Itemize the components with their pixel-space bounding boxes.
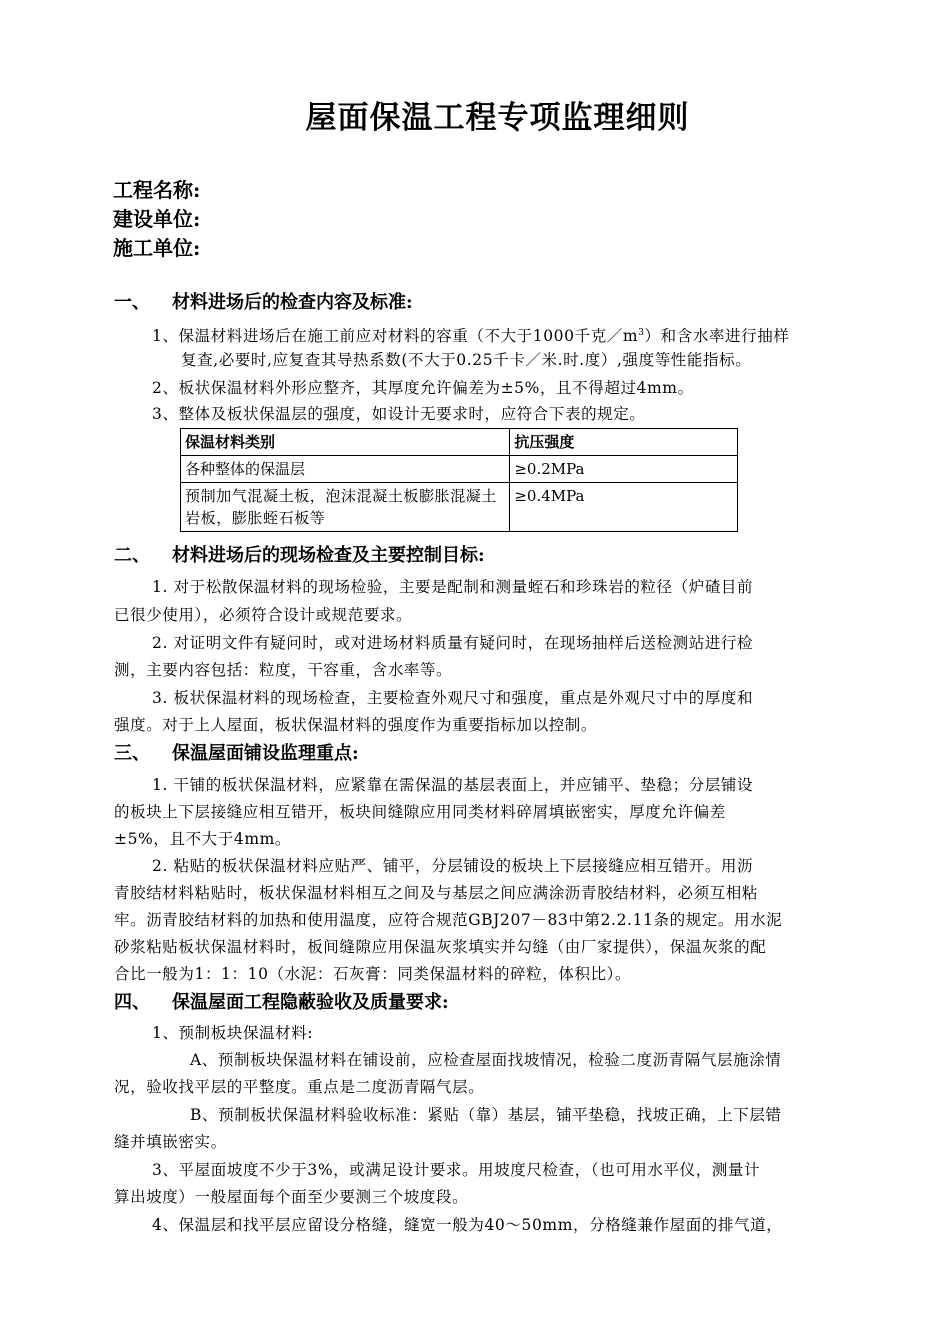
section2-paragraph-3: 3. 板状保温材料的现场检查，主要检查外观尺寸和强度，重点是外观尺寸中的厚度和 (152, 689, 754, 707)
owner-unit-label: 建设单位: (113, 207, 201, 231)
section2-paragraph-2: 2. 对证明文件有疑问时，或对进场材料质量有疑问时，在现场抽样后送检测站进行检 (152, 634, 754, 652)
section3-paragraph-1-cont: 的板块上下层接缝应相互错开，板块间缝隙应用同类材料碎屑填嵌密实，厚度允许偏差 (114, 803, 726, 821)
section4-paragraph-A: A、预制板块保温材料在铺设前，应检查屋面找坡情况，检验二度沥青隔气层施涂情 (190, 1051, 782, 1069)
section2-number: 二、 (114, 545, 150, 566)
section2-paragraph-2-cont: 测，主要内容包括：粒度，干容重，含水率等。 (114, 661, 453, 679)
section1-number: 一、 (114, 292, 150, 313)
table-cell: 预制加气混凝土板，泡沫混凝土板膨胀混凝土岩板，膨胀蛭石板等 (181, 483, 510, 532)
section3-paragraph-2: 2. 粘贴的板状保温材料应贴严、铺平，分层铺设的板块上下层接缝应相互错开。用沥 (152, 857, 754, 875)
section4-paragraph-3-cont: 算出坡度）一般屋面每个面至少要测三个坡度段。 (114, 1188, 469, 1206)
section3-number: 三、 (114, 743, 150, 764)
section1-heading (114, 292, 413, 314)
table-header-row (181, 429, 738, 456)
construction-unit-label: 施工单位: (113, 236, 201, 260)
section1-paragraph-1-cont: 复查,必要时,应复查其导热系数(不大于0.25千卡／米.时.度）,强度等性能指标。 (181, 351, 752, 369)
table-cell: 各种整体的保温层 (181, 456, 510, 483)
section1-paragraph-2: 2、板状保温材料外形应整齐，其厚度允许偏差为±5%，且不得超过4mm。 (152, 379, 694, 397)
table-row (181, 456, 738, 483)
table-cell: ≥0.4MPa (510, 483, 738, 532)
table-header-cell: 抗压强度 (510, 429, 738, 456)
section1-title: 材料进场后的检查内容及标准: (172, 292, 413, 313)
section1-paragraph-1: 1、保温材料进场后在施工前应对材料的容重（不大于1000千克$/m^3$）和含水率进行抽样 (152, 327, 790, 346)
section1-paragraph-3: 3、整体及板状保温层的强度，如设计无要求时，应符合下表的规定。 (152, 405, 646, 423)
section4-paragraph-B: B、预制板状保温材料验收标准：紧贴（靠）基层，铺平垫稳，找坡正确，上下层错 (190, 1106, 782, 1124)
section2-paragraph-3-cont: 强度。对于上人屋面，板状保温材料的强度作为重要指标加以控制。 (114, 716, 598, 734)
section4-paragraph-4: 4、保温层和找平层应留设分格缝，缝宽一般为40～50mm，分格缝兼作屋面的排气道， (152, 1216, 783, 1234)
section3-paragraph-1: 1. 干铺的板状保温材料，应紧靠在需保温的基层表面上，并应铺平、垫稳；分层铺设 (152, 776, 754, 794)
section4-paragraph-B-cont: 缝并填嵌密实。 (114, 1133, 227, 1151)
section3-paragraph-2-cont: 牢。沥青胶结材料的加热和使用温度，应符合规范GBJ207－83中第2.2.11条的规定。用水泥 (114, 911, 783, 929)
section3-paragraph-2-cont: 青胶结材料粘贴时，板状保温材料相互之间及与基层之间应满涂沥青胶结材料，必须互相粘 (114, 884, 759, 902)
section3-heading (114, 743, 359, 765)
project-name-label: 工程名称: (113, 178, 201, 202)
strength-table (180, 428, 738, 532)
table-row (181, 483, 738, 532)
section2-heading (114, 545, 485, 567)
section2-paragraph-1: 1. 对于松散保温材料的现场检验，主要是配制和测量蛭石和珍珠岩的粒径（炉碴目前 (152, 578, 754, 596)
section4-number: 四、 (114, 992, 150, 1013)
section3-paragraph-1-cont: ±5%，且不大于4mm。 (114, 830, 292, 848)
section4-heading (114, 992, 449, 1014)
section4-paragraph-3: 3、平屋面坡度不少于3%，或满足设计要求。用坡度尺检查，（也可用水平仪，测量计 (152, 1161, 761, 1179)
page-title: 屋面保温工程专项监理细则 (305, 100, 690, 136)
section3-paragraph-2-cont: 砂浆粘贴板状保温材料时，板间缝隙应用保温灰浆填实并勾缝（由厂家提供），保温灰浆的配 (114, 938, 767, 956)
section4-paragraph-A-cont: 况，验收找平层的平整度。重点是二度沥青隔气层。 (114, 1078, 485, 1096)
table-header-cell: 保温材料类别 (181, 429, 510, 456)
section2-paragraph-1-cont: 已很少使用），必须符合设计或规范要求。 (114, 606, 413, 624)
section4-title: 保温屋面工程隐蔽验收及质量要求: (172, 992, 449, 1013)
section3-paragraph-2-cont: 合比一般为1：1：10（水泥：石灰膏：同类保温材料的碎粒，体积比）。 (114, 965, 632, 983)
section2-title: 材料进场后的现场检查及主要控制目标: (172, 545, 485, 566)
section4-paragraph-1: 1、预制板块保温材料: (152, 1024, 314, 1042)
table-cell: ≥0.2MPa (510, 456, 738, 483)
section3-title: 保温屋面铺设监理重点: (172, 743, 359, 764)
